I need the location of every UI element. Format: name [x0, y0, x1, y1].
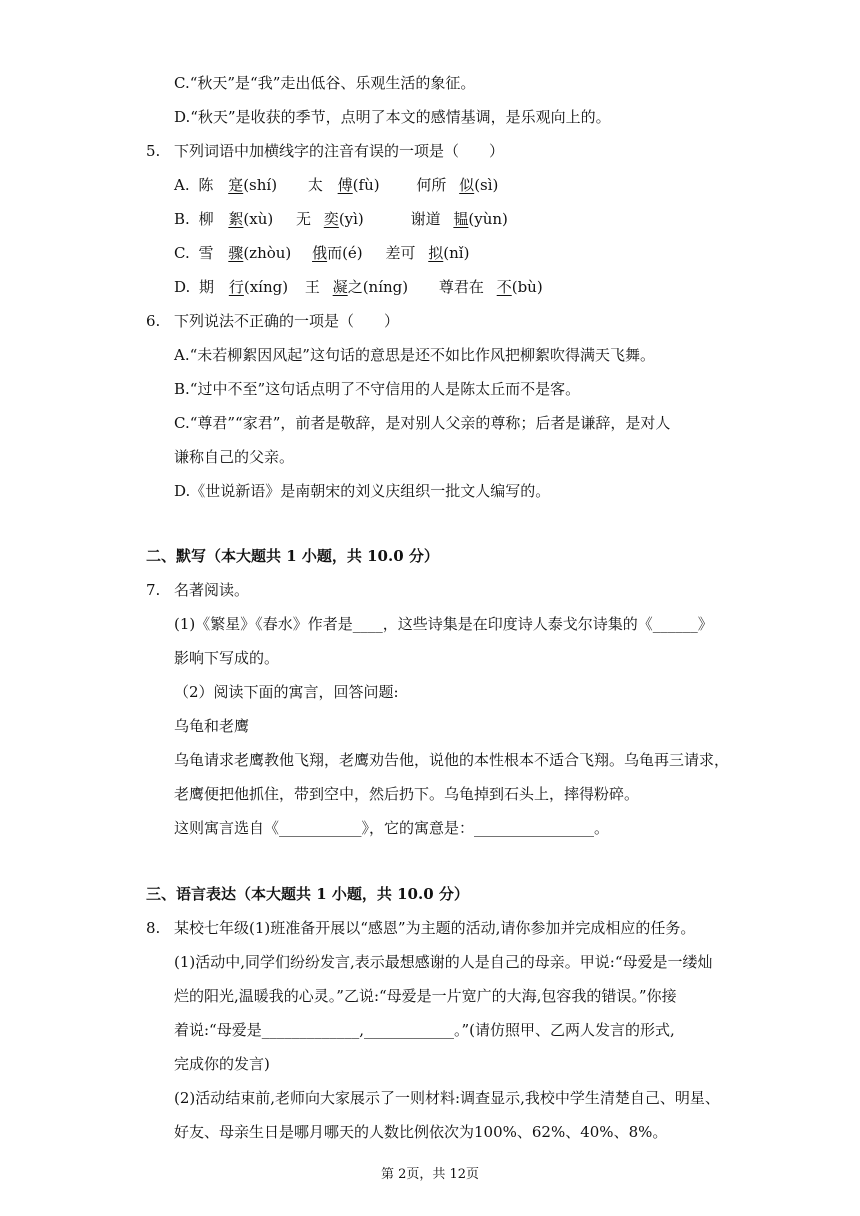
pinyin: (bù)	[511, 278, 543, 296]
option-label: C.	[174, 244, 190, 262]
underlined-char: 拟	[428, 244, 444, 262]
q5-option-d	[174, 277, 543, 297]
q5-stem: 下列词语中加横线字的注音有误的一项是（ ）	[174, 142, 505, 160]
q6-option-d: D.《世说新语》是南朝宋的刘义庆组织一批文人编写的。	[174, 482, 551, 500]
q6-option-c-line1: C.“尊君”“家君”，前者是敬辞，是对别人父亲的尊称；后者是谦辞，是对人	[174, 414, 671, 432]
section-3-title: 三、语言表达（本大题共 1 小题，共 10.0 分）	[146, 885, 469, 903]
underlined-char: 凝	[332, 278, 348, 296]
pinyin: (xíng)	[243, 278, 289, 296]
q8-part1-line1: (1)活动中,同学们纷纷发言,表示最想感谢的人是自己的母亲。甲说:“母爱是一缕灿	[174, 953, 713, 971]
pinyin: (yì)	[338, 210, 364, 228]
q8-part2-line2: 好友、母亲生日是哪月哪天的人数比例依次为100%、62%、40%、8%。	[174, 1123, 668, 1141]
underlined-char: 骤	[228, 244, 244, 262]
word-prefix: 期	[199, 278, 215, 296]
word-prefix: 柳	[198, 210, 214, 228]
word-prefix: 无	[296, 210, 312, 228]
q6-number: 6.	[146, 312, 161, 330]
fable-line2: 老鹰便把他抓住，带到空中，然后扔下。乌龟掉到石头上，摔得粉碎。	[174, 785, 640, 803]
underlined-char: 奕	[323, 210, 339, 228]
q6-option-b: B.“过中不至”这句话点明了不守信用的人是陈太丘而不是客。	[174, 380, 581, 398]
pinyin: (yùn)	[468, 210, 508, 228]
q5-option-b	[174, 209, 508, 229]
pinyin: (sì)	[474, 176, 499, 194]
underlined-char: 行	[228, 278, 244, 296]
pinyin: (shí)	[243, 176, 278, 194]
q7-part2: （2）阅读下面的寓言，回答问题:	[174, 683, 399, 701]
underlined-char: 俄	[312, 244, 328, 262]
section-2-title: 二、默写（本大题共 1 小题，共 10.0 分）	[146, 547, 439, 565]
q8-part2-line1: (2)活动结束前,老师向大家展示了一则材料:调查显示,我校中学生清楚自己、明星、	[174, 1089, 720, 1107]
fable-title: 乌龟和老鹰	[174, 717, 250, 735]
q7-part1-line2: 影响下写成的。	[174, 649, 280, 667]
pinyin: (xù)	[243, 210, 274, 228]
q6-stem: 下列说法不正确的一项是（ ）	[174, 312, 400, 330]
underlined-char: 絮	[228, 210, 244, 228]
word-prefix: 太	[307, 176, 323, 194]
fable-line1: 乌龟请求老鹰教他飞翔，老鹰劝告他，说他的本性根本不适合飞翔。乌龟再三请求，	[174, 751, 730, 769]
q8-number: 8.	[146, 919, 161, 937]
option-label: A.	[174, 176, 190, 194]
word-prefix: 雪	[198, 244, 214, 262]
word-prefix: 陈	[198, 176, 214, 194]
word-prefix: 王	[304, 278, 320, 296]
q6-option-c-line2: 谦称自己的父亲。	[174, 448, 295, 466]
q8-part1-line3: 着说:“母爱是_____________,____________。”(请仿照甲、乙两人发言的形式,	[174, 1021, 675, 1039]
word-prefix: 何所	[416, 176, 447, 194]
pinyin: 而(é)	[327, 244, 363, 262]
word-prefix: 谢道	[410, 210, 441, 228]
word-prefix: 尊君在	[438, 278, 484, 296]
page-number: 第 2页，共 12页	[380, 1167, 480, 1182]
pinyin: 之(níng)	[347, 278, 409, 296]
q8-part1-line2: 烂的阳光,温暖我的心灵。”乙说:“母爱是一片宽广的大海,包容我的错误。”你接	[174, 987, 677, 1005]
pinyin: (nǐ)	[443, 244, 470, 262]
option-label: B.	[174, 210, 190, 228]
q5-option-a	[174, 175, 498, 195]
fable-question: 这则寓言选自《___________》，它的寓意是：________________。	[174, 819, 610, 837]
q8-part1-line4: 完成你的发言)	[174, 1055, 270, 1073]
q5-number: 5.	[146, 142, 161, 160]
q5-option-c	[174, 243, 469, 263]
q7-part1-line1: (1)《繁星》《春水》作者是____，这些诗集是在印度诗人泰戈尔诗集的《______》	[174, 615, 713, 633]
word-prefix: 差可	[385, 244, 416, 262]
q8-stem: 某校七年级(1)班准备开展以“感恩”为主题的活动,请你参加并完成相应的任务。	[174, 919, 696, 937]
q7-stem: 名著阅读。	[174, 581, 250, 599]
underlined-char: 傅	[337, 176, 353, 194]
q4-option-c: C.“秋天”是“我”走出低谷、乐观生活的象征。	[174, 74, 476, 92]
pinyin: (fù)	[352, 176, 380, 194]
underlined-char: 韫	[453, 210, 469, 228]
q7-number: 7.	[146, 581, 161, 599]
q6-option-a: A.“未若柳絮因风起”这句话的意思是还不如比作风把柳絮吹得满天飞舞。	[174, 346, 655, 364]
option-label: D.	[174, 278, 191, 296]
underlined-char: 不	[496, 278, 512, 296]
underlined-char: 似	[459, 176, 475, 194]
pinyin: (zhòu)	[243, 244, 292, 262]
underlined-char: 寔	[228, 176, 244, 194]
q4-option-d: D.“秋天”是收获的季节，点明了本文的感情基调，是乐观向上的。	[174, 108, 611, 126]
